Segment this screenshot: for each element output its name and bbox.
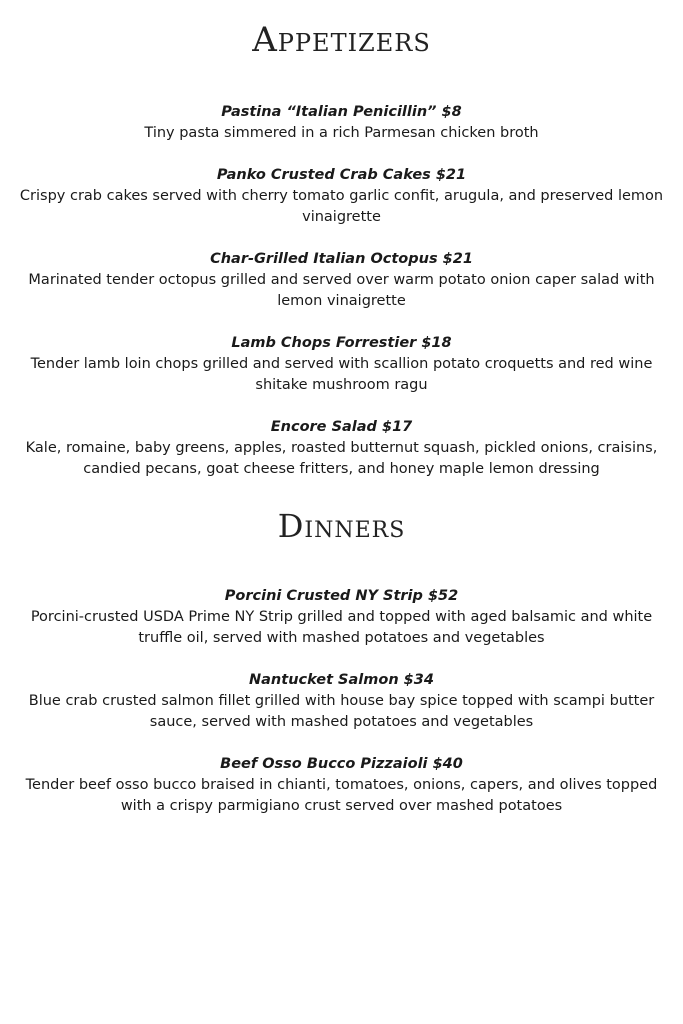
menu-item-name: Lamb Chops Forrestier $18 xyxy=(231,335,452,351)
menu-item-description: Marinated tender octopus grilled and served over warm potato onion caper salad with lemon vinaigrette xyxy=(28,272,655,309)
menu-item-description: Blue crab crusted salmon fillet grilled with house bay spice topped with scampi butter sauce, served with mashed potatoes and vegetables xyxy=(28,693,655,730)
menu-item-description: Tiny pasta simmered in a rich Parmesan chicken broth xyxy=(144,125,539,141)
menu-item xyxy=(0,333,683,396)
menu-item xyxy=(0,165,683,228)
menu-item-name: Encore Salad $17 xyxy=(270,419,413,435)
menu-item-name: Porcini Crusted NY Strip $52 xyxy=(224,588,459,604)
menu-item xyxy=(0,754,683,817)
menu-item-name: Panko Crusted Crab Cakes $21 xyxy=(216,167,467,183)
menu-item-name: Pastina “Italian Penicillin” $8 xyxy=(221,104,462,120)
menu-item-description: Tender beef osso bucco braised in chianti, tomatoes, onions, capers, and olives topped with a crispy parmigiano crust served over mashed potatoes xyxy=(25,777,658,814)
menu-item-description: Tender lamb loin chops grilled and served with scallion potato croquetts and red wine shitake mushroom ragu xyxy=(30,356,653,393)
menu-item xyxy=(0,417,683,480)
menu-item xyxy=(0,249,683,312)
menu-item-description: Kale, romaine, baby greens, apples, roasted butternut squash, pickled onions, craisins, candied pecans, goat cheese fritters, and honey maple lemon dressing xyxy=(25,440,658,477)
dinners-heading: Dinners xyxy=(277,507,406,545)
menu-item-description: Crispy crab cakes served with cherry tomato garlic confit, arugula, and preserved lemon vinaigrette xyxy=(19,188,664,225)
menu-item-name: Beef Osso Bucco Pizzaioli $40 xyxy=(220,756,463,772)
appetizers-list xyxy=(0,102,683,480)
menu-item xyxy=(0,586,683,649)
menu-item-name: Char-Grilled Italian Octopus $21 xyxy=(210,251,473,267)
dinners-list xyxy=(0,586,683,817)
menu-item xyxy=(0,102,683,144)
menu-item-description: Porcini-crusted USDA Prime NY Strip grilled and topped with aged balsamic and white truffle oil, served with mashed potatoes and vegetables xyxy=(30,609,653,646)
appetizers-heading: Appetizers xyxy=(252,20,431,60)
menu-item-name: Nantucket Salmon $34 xyxy=(249,672,434,688)
menu-item xyxy=(0,670,683,733)
